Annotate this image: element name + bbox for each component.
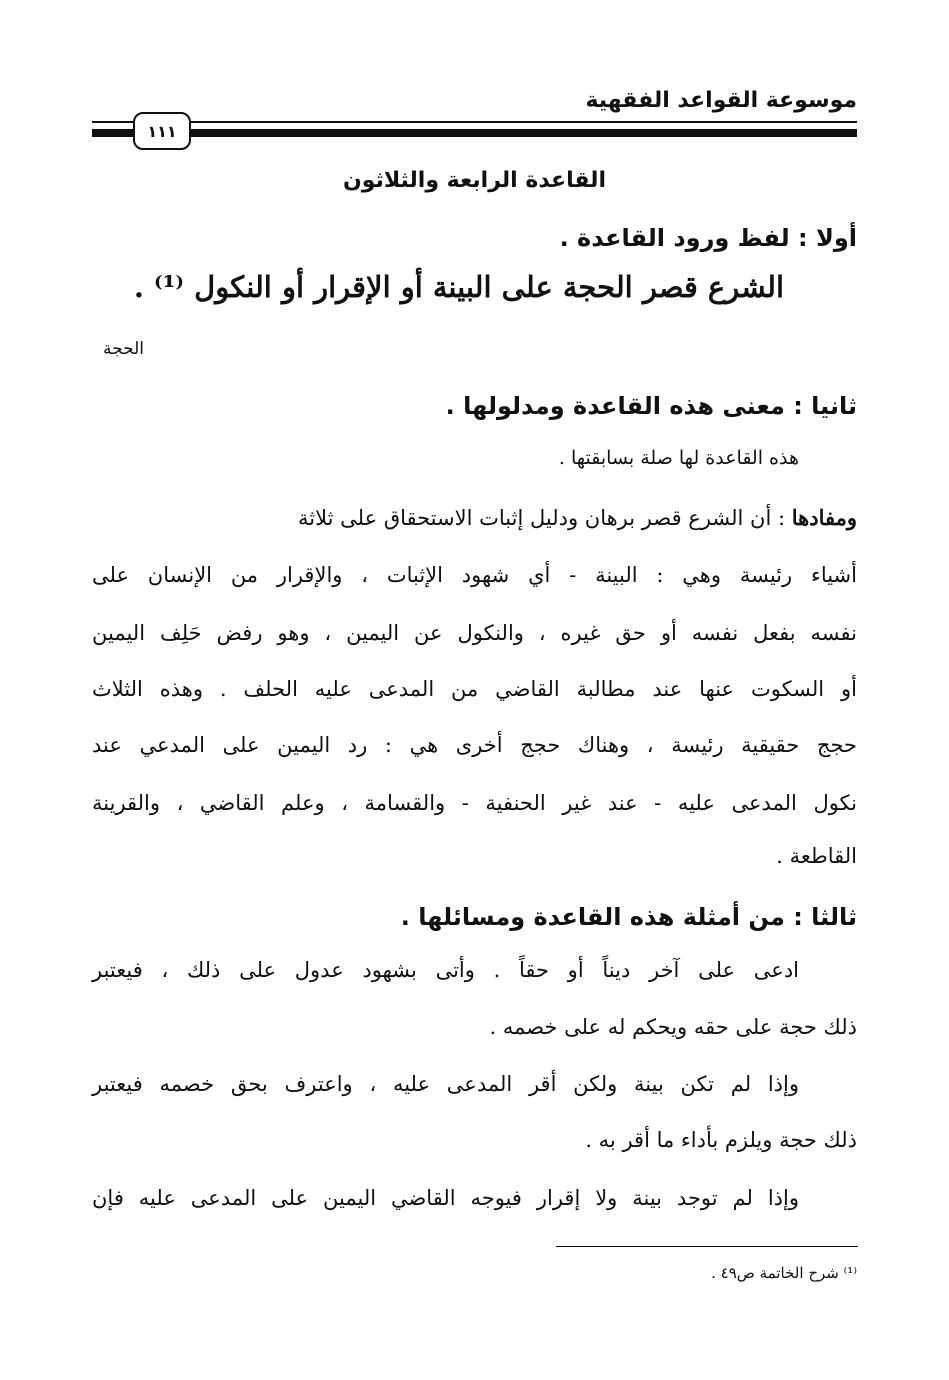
header-rule-thick xyxy=(92,129,857,137)
paragraph-line: أشياء رئيسة وهي : البينة - أي شهود الإثبات ، والإقرار من الإنسان على xyxy=(92,563,857,587)
paragraph-line: حجج حقيقية رئيسة ، وهناك حجج أخرى هي : رد اليمين على المدعي عند xyxy=(92,733,857,757)
book-title: موسوعة القواعد الفقهية xyxy=(585,88,857,113)
rule-heading: القاعدة الرابعة والثلاثون xyxy=(343,168,606,193)
paragraph-line: نكول المدعى عليه - عند غير الحنفية - والقسامة ، وعلم القاضي ، والقرينة xyxy=(92,791,857,815)
example-line: ذلك حجة ويلزم بأداء ما أقر به . xyxy=(585,1128,857,1152)
paragraph-line: القاطعة . xyxy=(776,844,857,868)
paragraph-line xyxy=(92,505,857,530)
example-line: ادعى على آخر ديناً أو حقاً . وأتى بشهود عدول على ذلك ، فيعتبر xyxy=(92,958,799,982)
rule-statement: الشرع قصر الحجة على البينة أو الإقرار أو النكول ⁽¹⁾ . xyxy=(133,270,784,304)
paragraph-text: : أن الشرع قصر برهان ودليل إثبات الاستحقاق على ثلاثة xyxy=(298,506,786,530)
margin-note: الحجة xyxy=(103,339,144,359)
header-rule-thin xyxy=(92,121,857,123)
footnote-rule xyxy=(556,1246,858,1247)
section-heading-3: ثالثا : من أمثلة هذه القاعدة ومسائلها . xyxy=(400,903,857,931)
example-line: وإذا لم تكن بينة ولكن أقر المدعى عليه ، واعترف بحق خصمه فيعتبر xyxy=(92,1072,799,1096)
section-heading-2: ثانيا : معنى هذه القاعدة ومدلولها . xyxy=(445,392,857,420)
paragraph-line: نفسه بفعل نفسه أو حق غيره ، والنكول عن اليمين ، وهو رفض حَلِف اليمين xyxy=(92,621,857,645)
example-line: وإذا لم توجد بينة ولا إقرار فيوجه القاضي اليمين على المدعى عليه فإن xyxy=(92,1186,799,1210)
paragraph-line: أو السكوت عنها عند مطالبة القاضي من المدعى عليه الحلف . وهذه الثلاث xyxy=(92,677,857,701)
intro-text: هذه القاعدة لها صلة بسابقتها . xyxy=(558,447,799,469)
paragraph-label: ومفادها xyxy=(791,505,857,530)
example-line: ذلك حجة على حقه ويحكم له على خصمه . xyxy=(489,1015,857,1039)
section-heading-1: أولا : لفظ ورود القاعدة . xyxy=(559,224,857,252)
page-number-badge: ١١١ xyxy=(133,112,191,150)
footnote: ⁽¹⁾ شرح الخاتمة ص٤٩ . xyxy=(711,1264,857,1282)
